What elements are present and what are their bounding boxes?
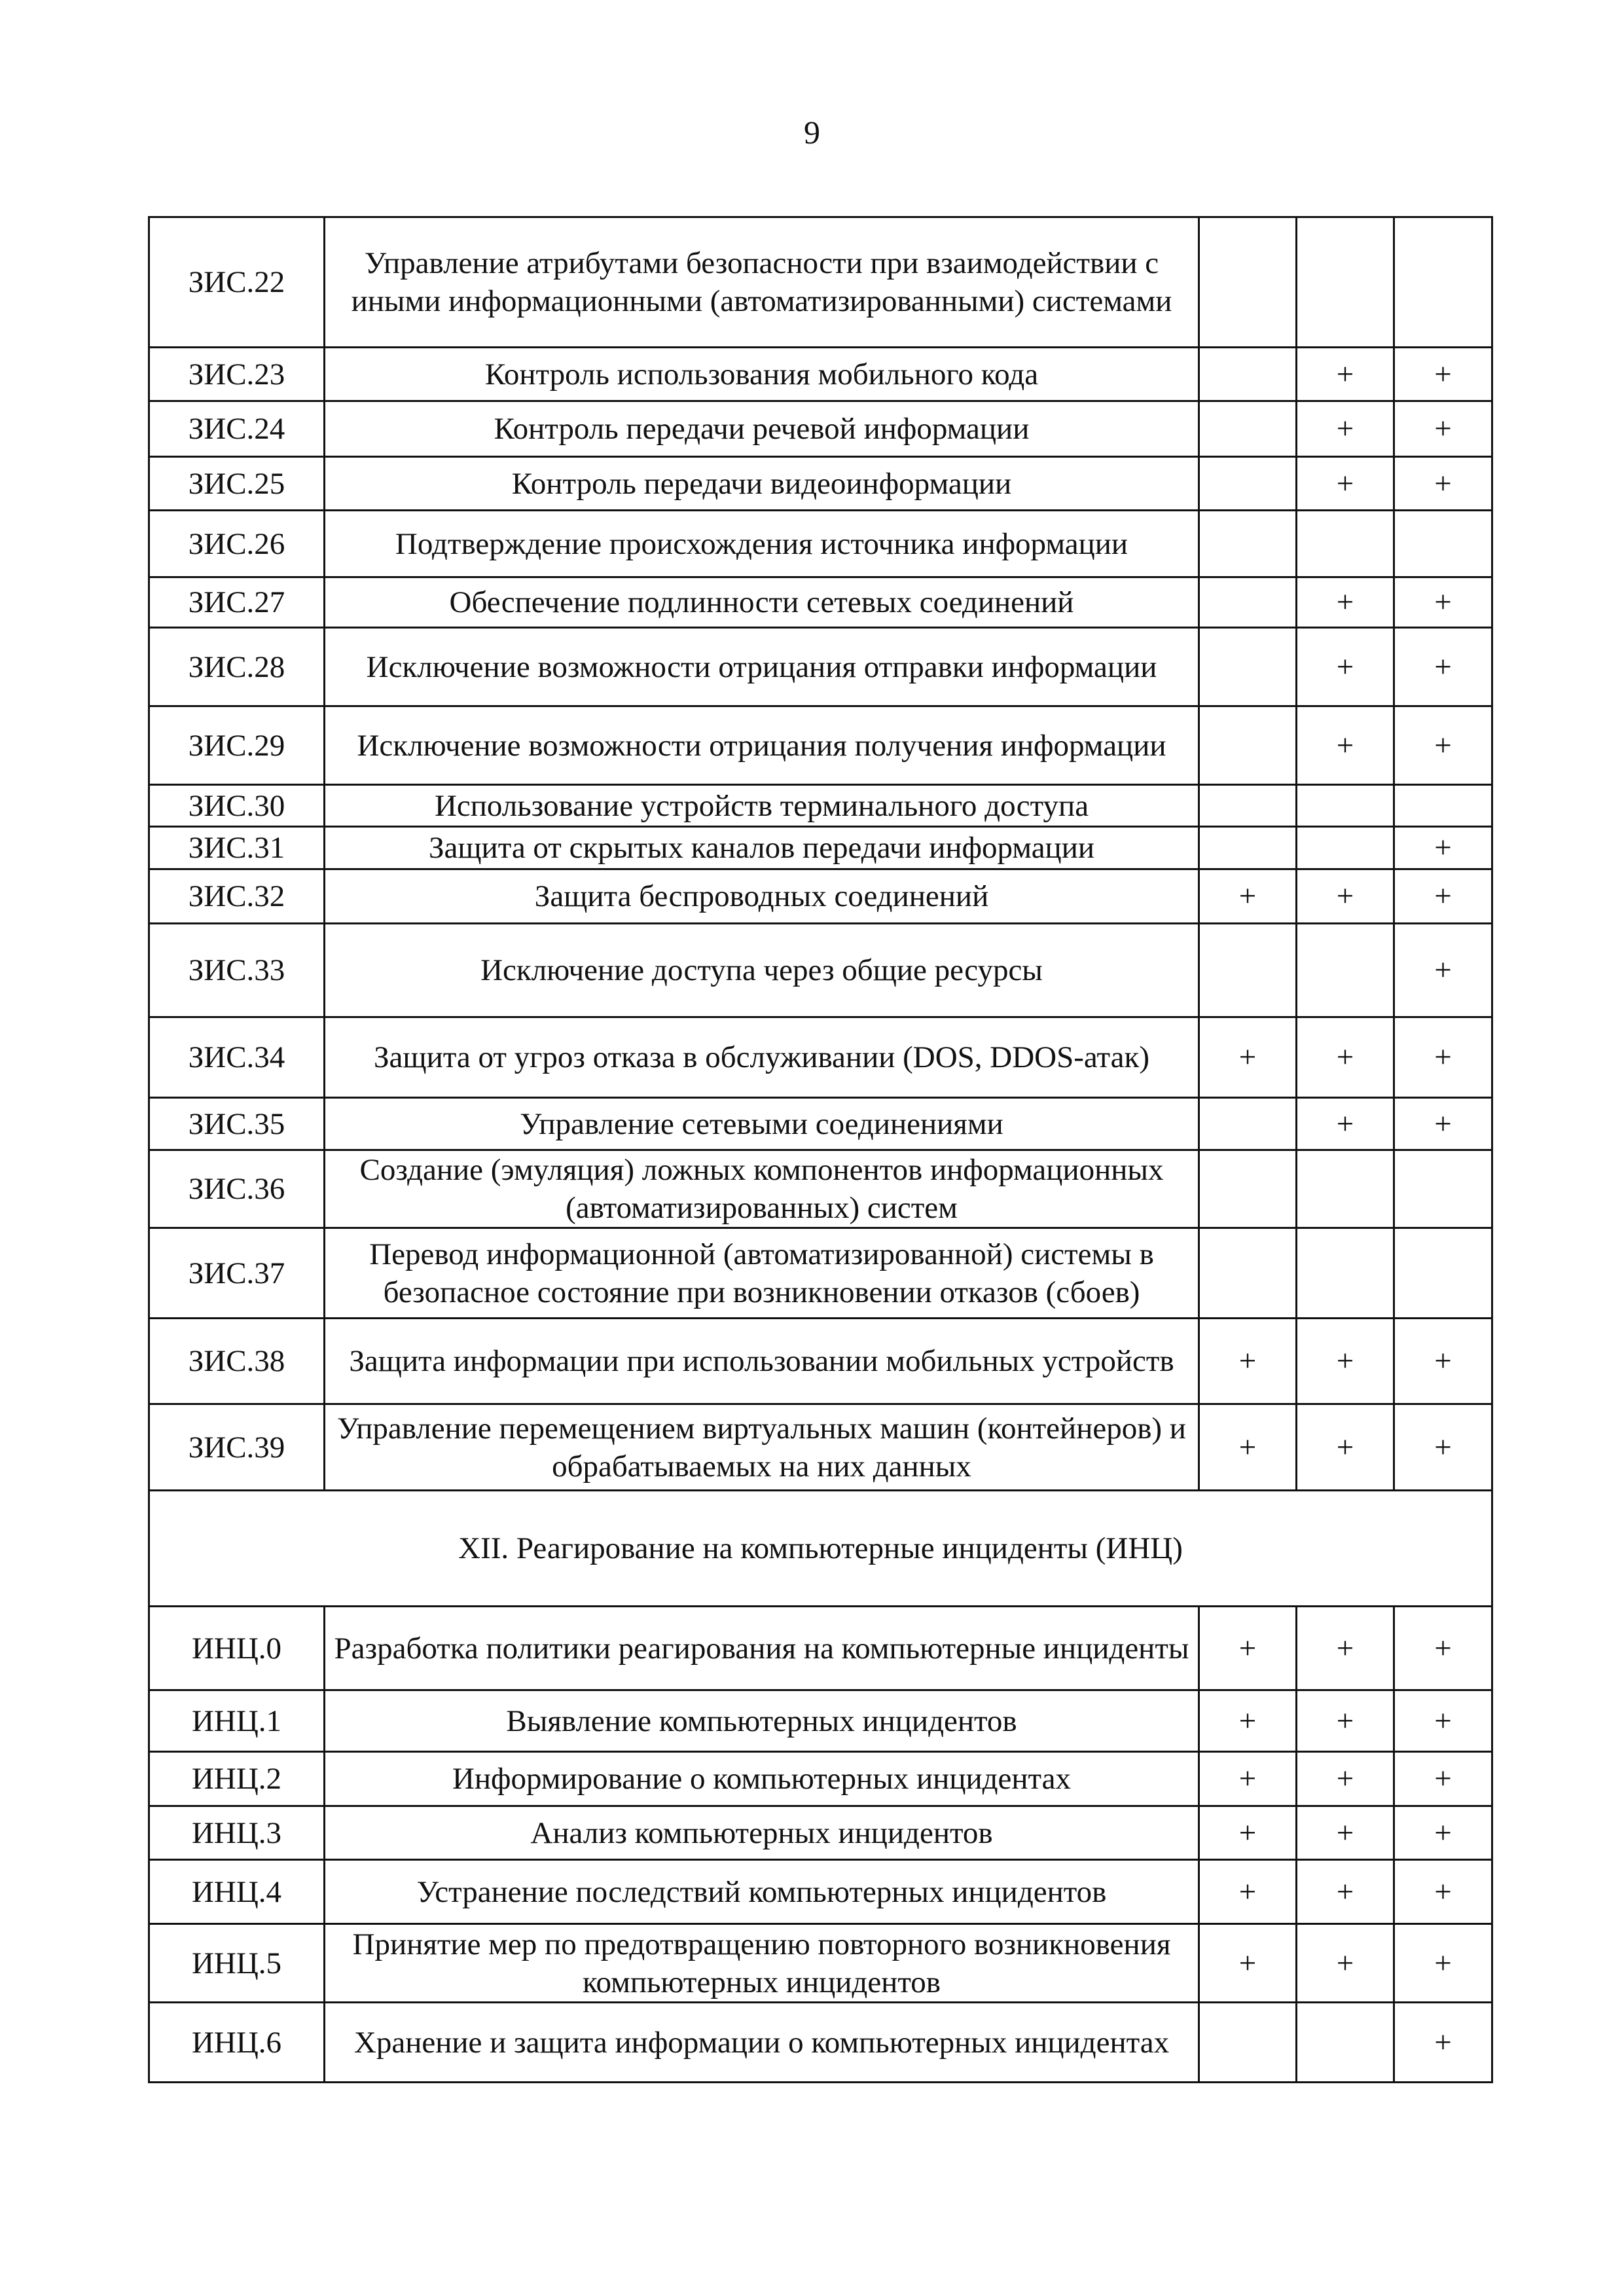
- class-mark: [1199, 217, 1297, 348]
- table-row: [149, 1017, 1492, 1098]
- class-mark: +: [1199, 1607, 1297, 1690]
- table-row: [149, 401, 1492, 457]
- class-mark: [1199, 628, 1297, 706]
- class-mark: [1394, 1150, 1492, 1228]
- class-mark: [1199, 1098, 1297, 1150]
- measure-code: ЗИС.37: [149, 1228, 325, 1319]
- class-mark: [1297, 785, 1394, 827]
- table-row: [149, 577, 1492, 628]
- class-mark: +: [1394, 1752, 1492, 1806]
- measure-code: ЗИС.32: [149, 869, 325, 924]
- table-row: [149, 1690, 1492, 1752]
- class-mark: +: [1297, 1924, 1394, 2003]
- class-mark: +: [1297, 1607, 1394, 1690]
- class-mark: +: [1394, 1860, 1492, 1924]
- measure-title: Исключение доступа через общие ресурсы: [325, 924, 1199, 1017]
- class-mark: +: [1297, 1752, 1394, 1806]
- measure-code: ЗИС.24: [149, 401, 325, 457]
- class-mark: [1297, 511, 1394, 577]
- class-mark: +: [1394, 1924, 1492, 2003]
- measures-table: [148, 216, 1493, 2083]
- measure-title: Разработка политики реагирования на компьютерные инциденты: [325, 1607, 1199, 1690]
- table-row: [149, 1228, 1492, 1319]
- class-mark: +: [1394, 1806, 1492, 1860]
- measure-code: ИНЦ.0: [149, 1607, 325, 1690]
- class-mark: +: [1394, 348, 1492, 401]
- table-row: [149, 1098, 1492, 1150]
- measure-title: Принятие мер по предотвращению повторного возникновения компьютерных инцидентов: [325, 1924, 1199, 2003]
- table-row: [149, 1607, 1492, 1690]
- class-mark: +: [1394, 706, 1492, 785]
- class-mark: +: [1394, 1017, 1492, 1098]
- class-mark: +: [1199, 1924, 1297, 2003]
- class-mark: [1199, 457, 1297, 511]
- class-mark: +: [1394, 1319, 1492, 1404]
- measure-title: Устранение последствий компьютерных инцидентов: [325, 1860, 1199, 1924]
- table-row: [149, 827, 1492, 869]
- class-mark: +: [1297, 1860, 1394, 1924]
- table-row: [149, 785, 1492, 827]
- class-mark: +: [1394, 924, 1492, 1017]
- table-row: [149, 869, 1492, 924]
- measure-code: ЗИС.33: [149, 924, 325, 1017]
- measure-code: ЗИС.39: [149, 1404, 325, 1491]
- measure-title: Контроль использования мобильного кода: [325, 348, 1199, 401]
- measure-code: ЗИС.36: [149, 1150, 325, 1228]
- measure-code: ЗИС.30: [149, 785, 325, 827]
- class-mark: +: [1394, 1098, 1492, 1150]
- class-mark: [1199, 511, 1297, 577]
- measure-code: ЗИС.34: [149, 1017, 325, 1098]
- table-row: [149, 1319, 1492, 1404]
- measure-code: ЗИС.28: [149, 628, 325, 706]
- table-row: [149, 217, 1492, 348]
- class-mark: [1199, 1228, 1297, 1319]
- table-row: [149, 628, 1492, 706]
- class-mark: +: [1199, 1752, 1297, 1806]
- class-mark: +: [1297, 1806, 1394, 1860]
- class-mark: +: [1394, 457, 1492, 511]
- class-mark: +: [1199, 1017, 1297, 1098]
- class-mark: [1297, 1150, 1394, 1228]
- measure-code: ЗИС.31: [149, 827, 325, 869]
- measure-title: Использование устройств терминального доступа: [325, 785, 1199, 827]
- class-mark: [1199, 785, 1297, 827]
- measure-code: ИНЦ.5: [149, 1924, 325, 2003]
- table-row: [149, 1924, 1492, 2003]
- table-row: [149, 1860, 1492, 1924]
- measure-title: Обеспечение подлинности сетевых соединений: [325, 577, 1199, 628]
- measure-code: ИНЦ.6: [149, 2003, 325, 2083]
- measure-title: Информирование о компьютерных инцидентах: [325, 1752, 1199, 1806]
- measure-title: Создание (эмуляция) ложных компонентов информационных (автоматизированных) систем: [325, 1150, 1199, 1228]
- page-number: 9: [804, 114, 820, 151]
- class-mark: [1199, 577, 1297, 628]
- class-mark: +: [1297, 1404, 1394, 1491]
- class-mark: +: [1394, 2003, 1492, 2083]
- measure-title: Перевод информационной (автоматизированной) системы в безопасное состояние при возникновении отказов (сбоев): [325, 1228, 1199, 1319]
- measure-code: ЗИС.22: [149, 217, 325, 348]
- measure-code: ИНЦ.4: [149, 1860, 325, 1924]
- measure-title: Защита беспроводных соединений: [325, 869, 1199, 924]
- class-mark: [1199, 348, 1297, 401]
- class-mark: +: [1394, 401, 1492, 457]
- class-mark: +: [1297, 706, 1394, 785]
- class-mark: +: [1394, 628, 1492, 706]
- class-mark: [1199, 2003, 1297, 2083]
- measure-code: ИНЦ.1: [149, 1690, 325, 1752]
- section-heading: XII. Реагирование на компьютерные инциденты (ИНЦ): [149, 1491, 1492, 1607]
- class-mark: +: [1394, 827, 1492, 869]
- class-mark: +: [1297, 1098, 1394, 1150]
- table-row: [149, 924, 1492, 1017]
- class-mark: +: [1199, 1404, 1297, 1491]
- measure-code: ЗИС.27: [149, 577, 325, 628]
- class-mark: [1199, 924, 1297, 1017]
- measure-code: ЗИС.25: [149, 457, 325, 511]
- class-mark: +: [1297, 869, 1394, 924]
- table-row: [149, 511, 1492, 577]
- measure-code: ЗИС.26: [149, 511, 325, 577]
- class-mark: [1199, 1150, 1297, 1228]
- class-mark: [1199, 401, 1297, 457]
- table-row: [149, 1150, 1492, 1228]
- measure-title: Исключение возможности отрицания отправки информации: [325, 628, 1199, 706]
- class-mark: +: [1394, 1690, 1492, 1752]
- class-mark: +: [1199, 1860, 1297, 1924]
- measure-title: Защита информации при использовании мобильных устройств: [325, 1319, 1199, 1404]
- measure-title: Анализ компьютерных инцидентов: [325, 1806, 1199, 1860]
- class-mark: +: [1297, 401, 1394, 457]
- class-mark: +: [1394, 1607, 1492, 1690]
- class-mark: [1394, 1228, 1492, 1319]
- class-mark: [1297, 924, 1394, 1017]
- class-mark: [1394, 217, 1492, 348]
- class-mark: +: [1297, 1319, 1394, 1404]
- class-mark: [1394, 511, 1492, 577]
- table-row: [149, 1404, 1492, 1491]
- measure-code: ИНЦ.2: [149, 1752, 325, 1806]
- table-row: [149, 2003, 1492, 2083]
- class-mark: +: [1297, 577, 1394, 628]
- class-mark: [1297, 2003, 1394, 2083]
- measure-code: ЗИС.38: [149, 1319, 325, 1404]
- measure-code: ЗИС.23: [149, 348, 325, 401]
- class-mark: [1394, 785, 1492, 827]
- measure-title: Управление сетевыми соединениями: [325, 1098, 1199, 1150]
- table-row: [149, 1752, 1492, 1806]
- measure-code: ИНЦ.3: [149, 1806, 325, 1860]
- class-mark: +: [1394, 577, 1492, 628]
- measure-title: Защита от скрытых каналов передачи информации: [325, 827, 1199, 869]
- class-mark: [1297, 1228, 1394, 1319]
- class-mark: [1297, 217, 1394, 348]
- measure-title: Выявление компьютерных инцидентов: [325, 1690, 1199, 1752]
- class-mark: +: [1297, 1690, 1394, 1752]
- measure-title: Подтверждение происхождения источника информации: [325, 511, 1199, 577]
- class-mark: [1199, 706, 1297, 785]
- class-mark: +: [1297, 628, 1394, 706]
- measure-title: Защита от угроз отказа в обслуживании (DOS, DDOS-атак): [325, 1017, 1199, 1098]
- class-mark: [1297, 827, 1394, 869]
- table-row: [149, 706, 1492, 785]
- measure-title: Управление перемещением виртуальных машин (контейнеров) и обрабатываемых на них данных: [325, 1404, 1199, 1491]
- class-mark: +: [1199, 1690, 1297, 1752]
- class-mark: +: [1199, 869, 1297, 924]
- class-mark: +: [1297, 1017, 1394, 1098]
- measure-title: Управление атрибутами безопасности при взаимодействии с иными информационными (автоматизированными) системами: [325, 217, 1199, 348]
- table-row: [149, 457, 1492, 511]
- class-mark: +: [1394, 869, 1492, 924]
- measure-title: Контроль передачи речевой информации: [325, 401, 1199, 457]
- measure-title: Контроль передачи видеоинформации: [325, 457, 1199, 511]
- class-mark: +: [1297, 348, 1394, 401]
- class-mark: +: [1199, 1806, 1297, 1860]
- class-mark: +: [1297, 457, 1394, 511]
- measure-title: Исключение возможности отрицания получения информации: [325, 706, 1199, 785]
- class-mark: [1199, 827, 1297, 869]
- section-row: [149, 1491, 1492, 1607]
- class-mark: +: [1394, 1404, 1492, 1491]
- table-row: [149, 1806, 1492, 1860]
- measure-code: ЗИС.35: [149, 1098, 325, 1150]
- measure-code: ЗИС.29: [149, 706, 325, 785]
- class-mark: +: [1199, 1319, 1297, 1404]
- measure-title: Хранение и защита информации о компьютерных инцидентах: [325, 2003, 1199, 2083]
- table-row: [149, 348, 1492, 401]
